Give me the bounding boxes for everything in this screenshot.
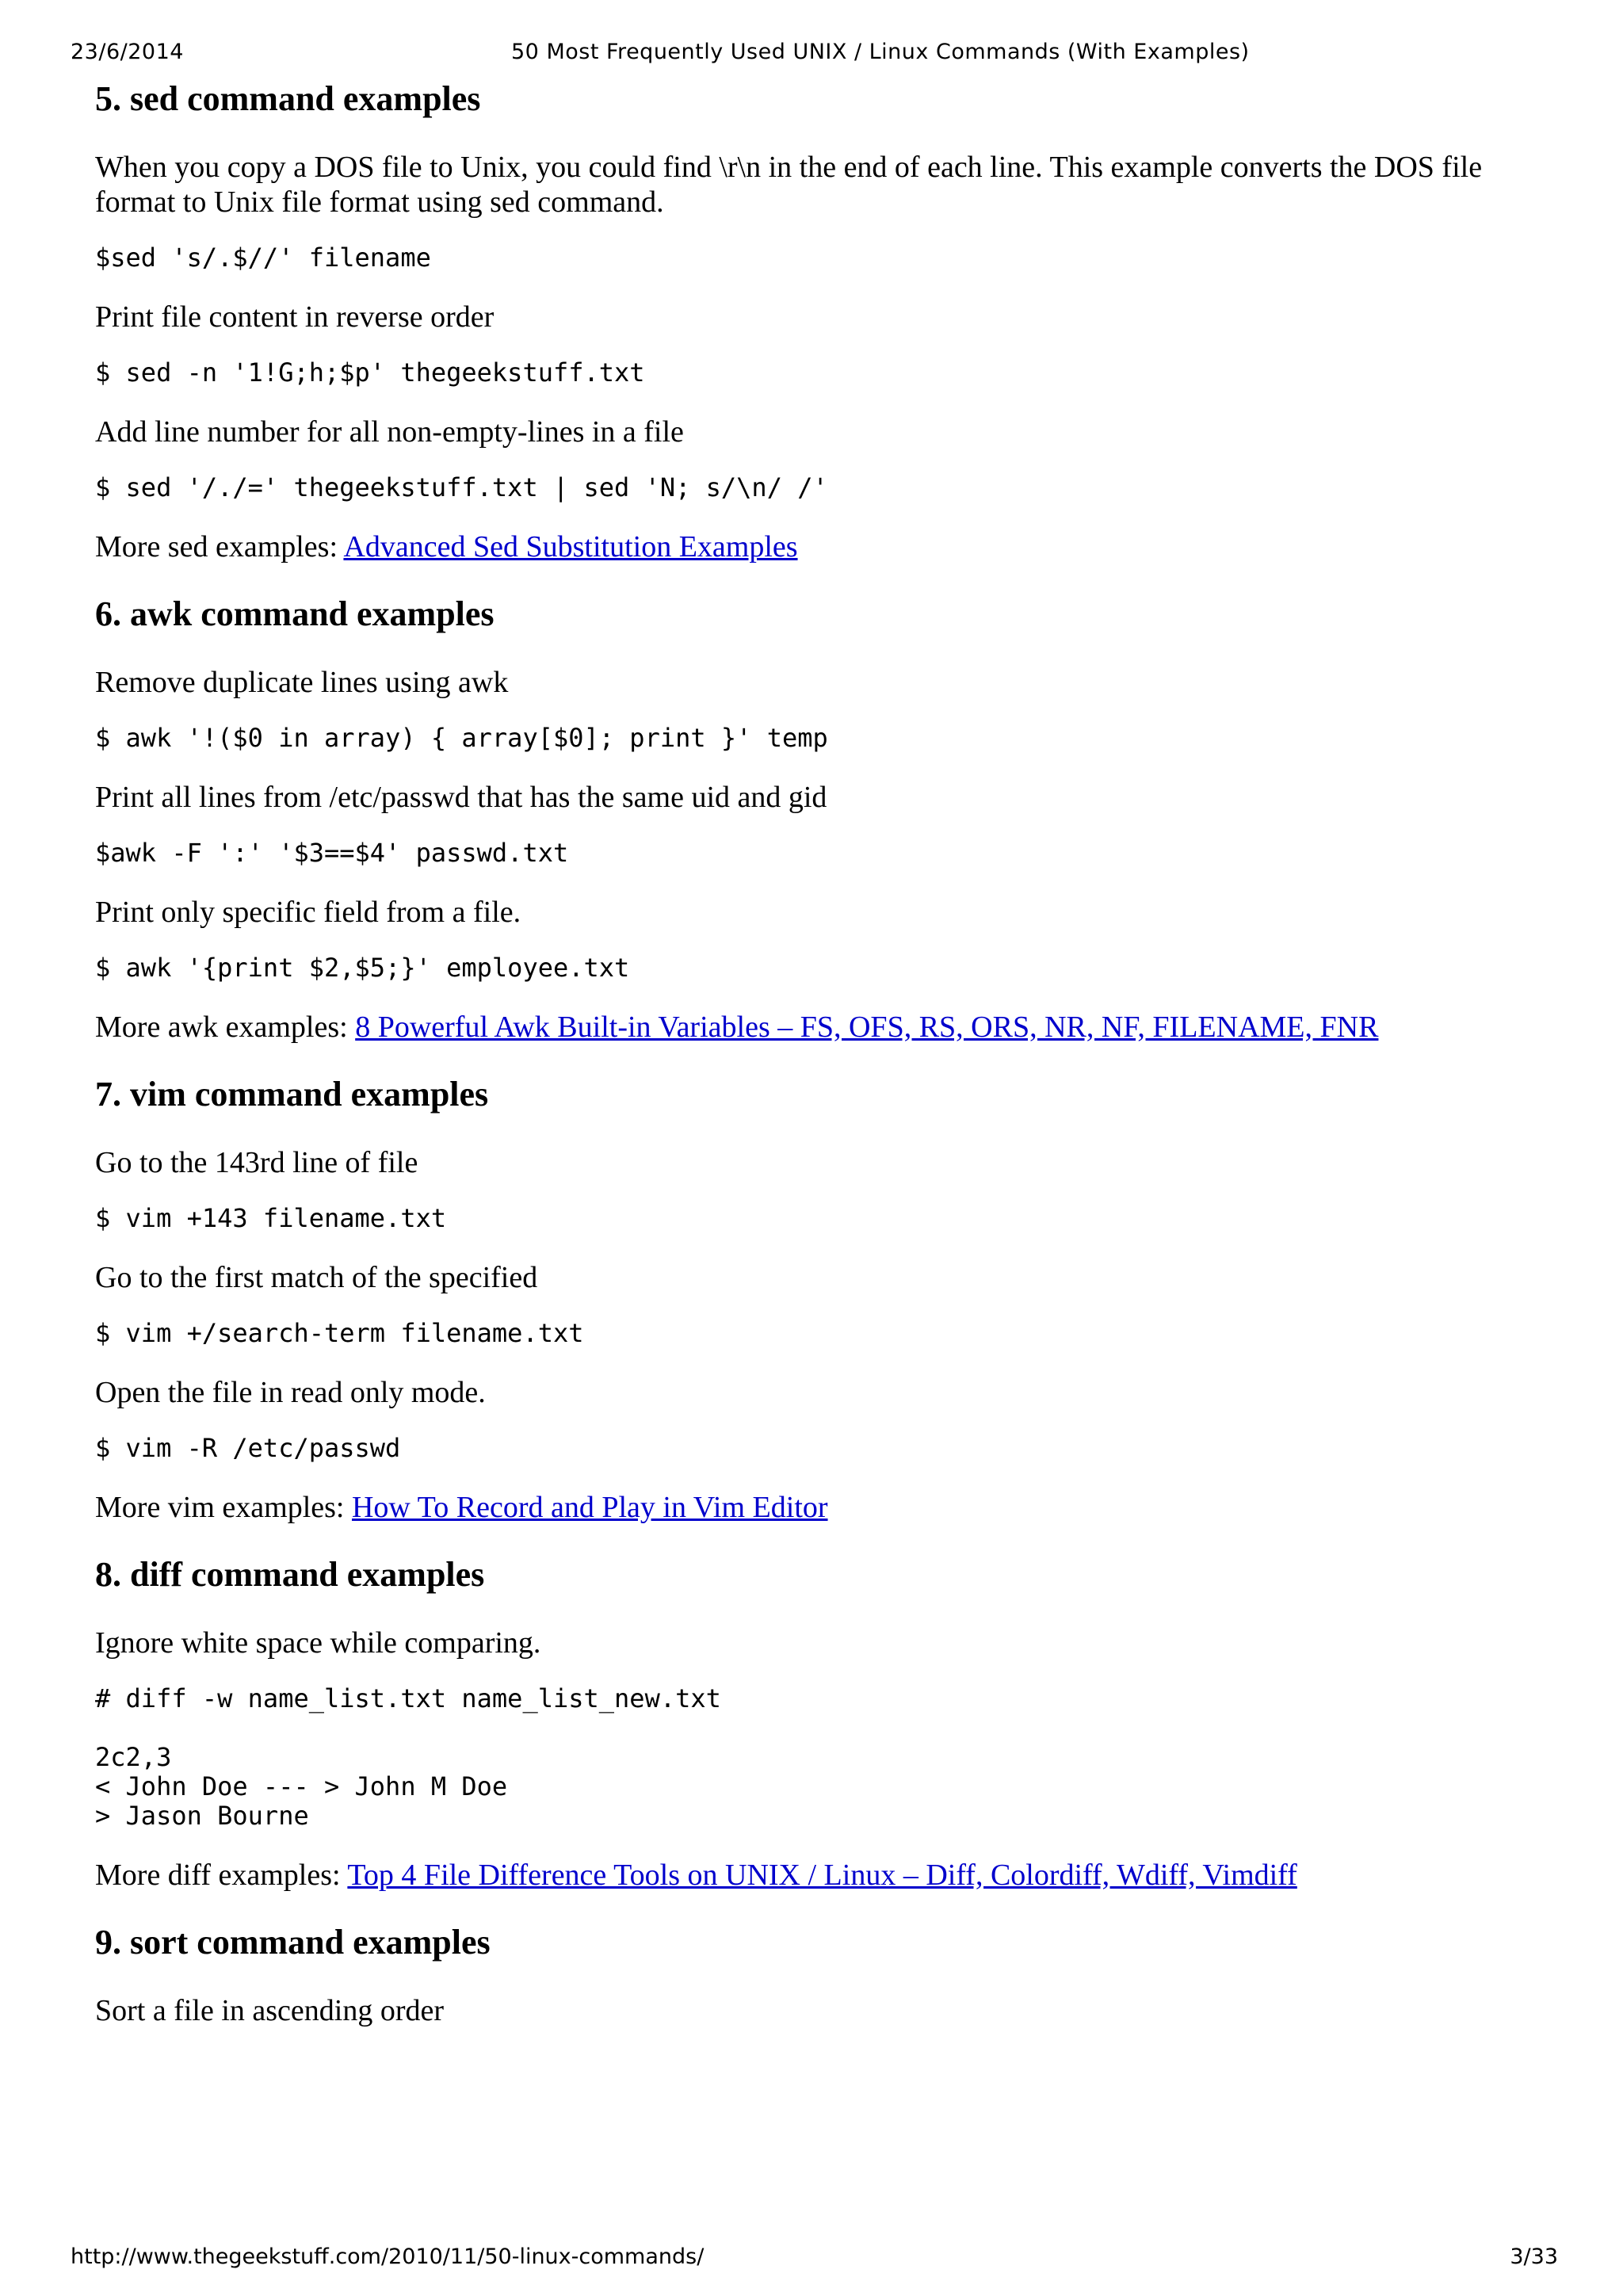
sed-more-link[interactable]: Advanced Sed Substitution Examples [343, 530, 798, 563]
diff-more-link[interactable]: Top 4 File Difference Tools on UNIX / Linux – Diff, Colordiff, Wdiff, Vimdiff [347, 1859, 1297, 1892]
vim-code-1: $ vim +143 filename.txt [95, 1203, 447, 1233]
vim-code-2: $ vim +/search-term filename.txt [95, 1318, 584, 1348]
section-heading-vim: 7. vim command examples [95, 1075, 489, 1114]
diff-code-output: 2c2,3 < John Doe --- > John M Doe > Jason Bourne [95, 1742, 508, 1831]
sed-intro-text: When you copy a DOS file to Unix, you could find \r\n in the end of each line. This example converts the DOS file format to Unix file format using sed command. [95, 151, 1483, 219]
sed-code-2: $ sed -n '1!G;h;$p' thegeekstuff.txt [95, 357, 645, 388]
awk-more-link[interactable]: 8 Powerful Awk Built-in Variables – FS, OFS, RS, ORS, NR, NF, FILENAME, FNR [355, 1010, 1379, 1044]
sed-desc-3: Add line number for all non-empty-lines in a file [95, 415, 684, 449]
vim-desc-3: Open the file in read only mode. [95, 1376, 486, 1409]
print-footer-page-number: 3/33 [1510, 2244, 1558, 2269]
awk-more-examples [95, 1010, 1522, 1045]
diff-more-label: More diff examples: [95, 1859, 348, 1892]
awk-code-3: $ awk '{print $2,$5;}' employee.txt [95, 953, 630, 983]
vim-desc-2: Go to the first match of the specified [95, 1261, 538, 1294]
diff-code-1: # diff -w name_list.txt name_list_new.txt [95, 1683, 721, 1713]
awk-code-2: $awk -F ':' '$3==$4' passwd.txt [95, 838, 569, 868]
sed-more-examples [95, 529, 1522, 564]
vim-more-label: More vim examples: [95, 1491, 352, 1524]
print-header-title: 50 Most Frequently Used UNIX / Linux Commands (With Examples) [511, 40, 1250, 64]
vim-more-link[interactable]: How To Record and Play in Vim Editor [351, 1491, 828, 1524]
section-heading-diff: 8. diff command examples [95, 1555, 485, 1594]
section-heading-sed: 5. sed command examples [95, 79, 481, 118]
diff-more-examples [95, 1858, 1522, 1893]
section-heading-sort: 9. sort command examples [95, 1923, 491, 1962]
sed-code-1: $sed 's/.$//' filename [95, 243, 431, 273]
article-content [95, 75, 1522, 2028]
section-heading-awk: 6. awk command examples [95, 594, 495, 633]
sed-desc-2: Print file content in reverse order [95, 300, 495, 334]
sed-code-3: $ sed '/./=' thegeekstuff.txt | sed 'N; s/\n/ /' [95, 472, 828, 502]
awk-desc-2: Print all lines from /etc/passwd that has the same uid and gid [95, 781, 827, 814]
awk-desc-1: Remove duplicate lines using awk [95, 666, 509, 699]
sort-desc-1: Sort a file in ascending order [95, 1994, 445, 2027]
vim-more-examples [95, 1490, 1522, 1525]
vim-code-3: $ vim -R /etc/passwd [95, 1433, 401, 1463]
print-footer-url: http://www.thegeekstuff.com/2010/11/50-linux-commands/ [71, 2244, 705, 2269]
awk-code-1: $ awk '!($0 in array) { array[$0]; print }' temp [95, 723, 828, 753]
sed-more-label: More sed examples: [95, 530, 344, 563]
print-header-date: 23/6/2014 [71, 40, 184, 64]
awk-more-label: More awk examples: [95, 1010, 356, 1044]
awk-desc-3: Print only specific field from a file. [95, 896, 521, 929]
vim-desc-1: Go to the 143rd line of file [95, 1146, 418, 1179]
diff-desc-1: Ignore white space while comparing. [95, 1626, 541, 1660]
